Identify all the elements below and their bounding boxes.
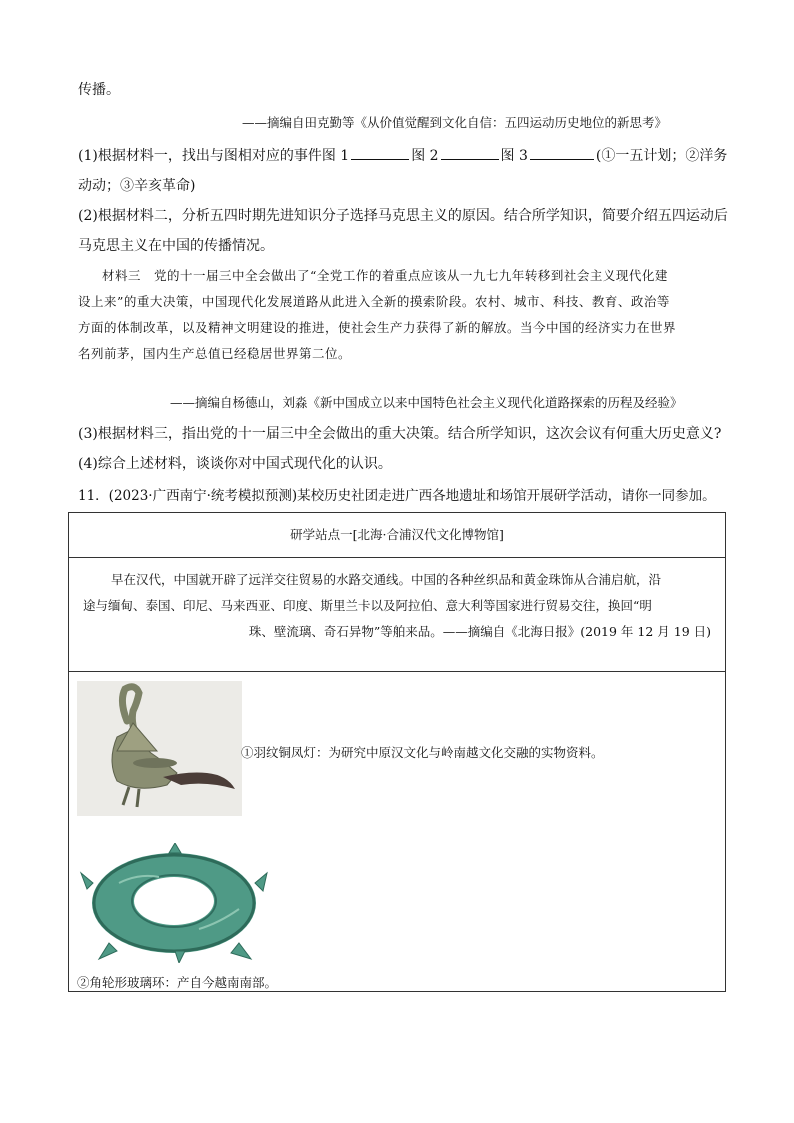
table-title: 研学站点一[北海·合浦汉代文化博物馆]: [69, 513, 725, 558]
question-2-cont: 马克思主义在中国的传播情况。: [78, 238, 274, 254]
passage-line: 珠、壁流璃、奇石异物”等舶来品。——摘编自《北海日报》(2019 年 12 月 19 日): [248, 624, 711, 639]
bronze-phoenix-lamp-image: [77, 681, 242, 816]
answer-blank-3[interactable]: [530, 147, 594, 160]
question-11: 11．(2023·广西南宁·统考模拟预测)某校历史社团走进广西各地遗址和场馆开展研学活动，请你一同参加。: [78, 488, 716, 504]
material-3-line: 名列前茅，国内生产总值已经稳居世界第二位。: [78, 346, 352, 361]
q1-text-c: 图 3: [500, 148, 528, 164]
text-line: 传播。: [78, 82, 120, 98]
artifact-cell: [69, 673, 725, 991]
q1-text-a: (1)根据材料一，找出与图相对应的事件图 1: [78, 148, 350, 164]
material-3-line: 方面的体制改革，以及精神文明建设的推进，使社会生产力获得了新的解放。当今中国的经济实力在世界: [78, 320, 677, 335]
artifact-caption: ①羽纹铜凤灯：为研究中原汉文化与岭南越文化交融的实物资料。: [241, 745, 604, 760]
answer-blank-1[interactable]: [351, 147, 409, 160]
source-citation: ——摘编自田克勤等《从价值觉醒到文化自信：五四运动历史地位的新思考》: [242, 115, 668, 130]
q1-text-b: 图 2: [411, 148, 439, 164]
question-1-cont: 动动；③辛亥革命): [78, 178, 196, 194]
question-3: (3)根据材料三，指出党的十一届三中全会做出的重大决策。结合所学知识，这次会议有何重大历史意义?: [78, 426, 722, 442]
answer-blank-2[interactable]: [441, 147, 499, 160]
material-3-line: 材料三 党的十一届三中全会做出了“全党工作的着重点应该从一九七九年转移到社会主义现代化建: [102, 268, 668, 283]
question-4: (4)综合上述材料，谈谈你对中国式现代化的认识。: [78, 456, 392, 472]
q1-text-d: (①一五计划；②洋务: [595, 148, 728, 164]
material-3-line: 设上来”的重大决策，中国现代化发展道路从此进入全新的摸索阶段。农村、城市、科技、教育、政治等: [78, 294, 670, 309]
passage-line: 早在汉代，中国就开辟了远洋交往贸易的水路交通线。中国的各种丝织品和黄金珠饰从合浦启航，沿: [111, 572, 662, 587]
table-passage: [69, 557, 725, 672]
passage-line: 途与缅甸、泰国、印尼、马来西亚、印度、斯里兰卡以及阿拉伯、意大利等国家进行贸易交往，换回“明: [83, 598, 652, 613]
question-2: (2)根据材料二，分析五四时期先进知识分子选择马克思主义的原因。结合所学知识，简要介绍五四运动后: [78, 208, 728, 224]
artifact-caption: ②角轮形玻璃环：产自今越南南部。: [77, 975, 278, 990]
study-station-table: [68, 512, 726, 992]
source-citation: ——摘编自杨德山，刘淼《新中国成立以来中国特色社会主义现代化道路探索的历程及经验》: [170, 395, 683, 410]
glass-ring-image: [79, 843, 269, 963]
question-1: [78, 146, 728, 166]
